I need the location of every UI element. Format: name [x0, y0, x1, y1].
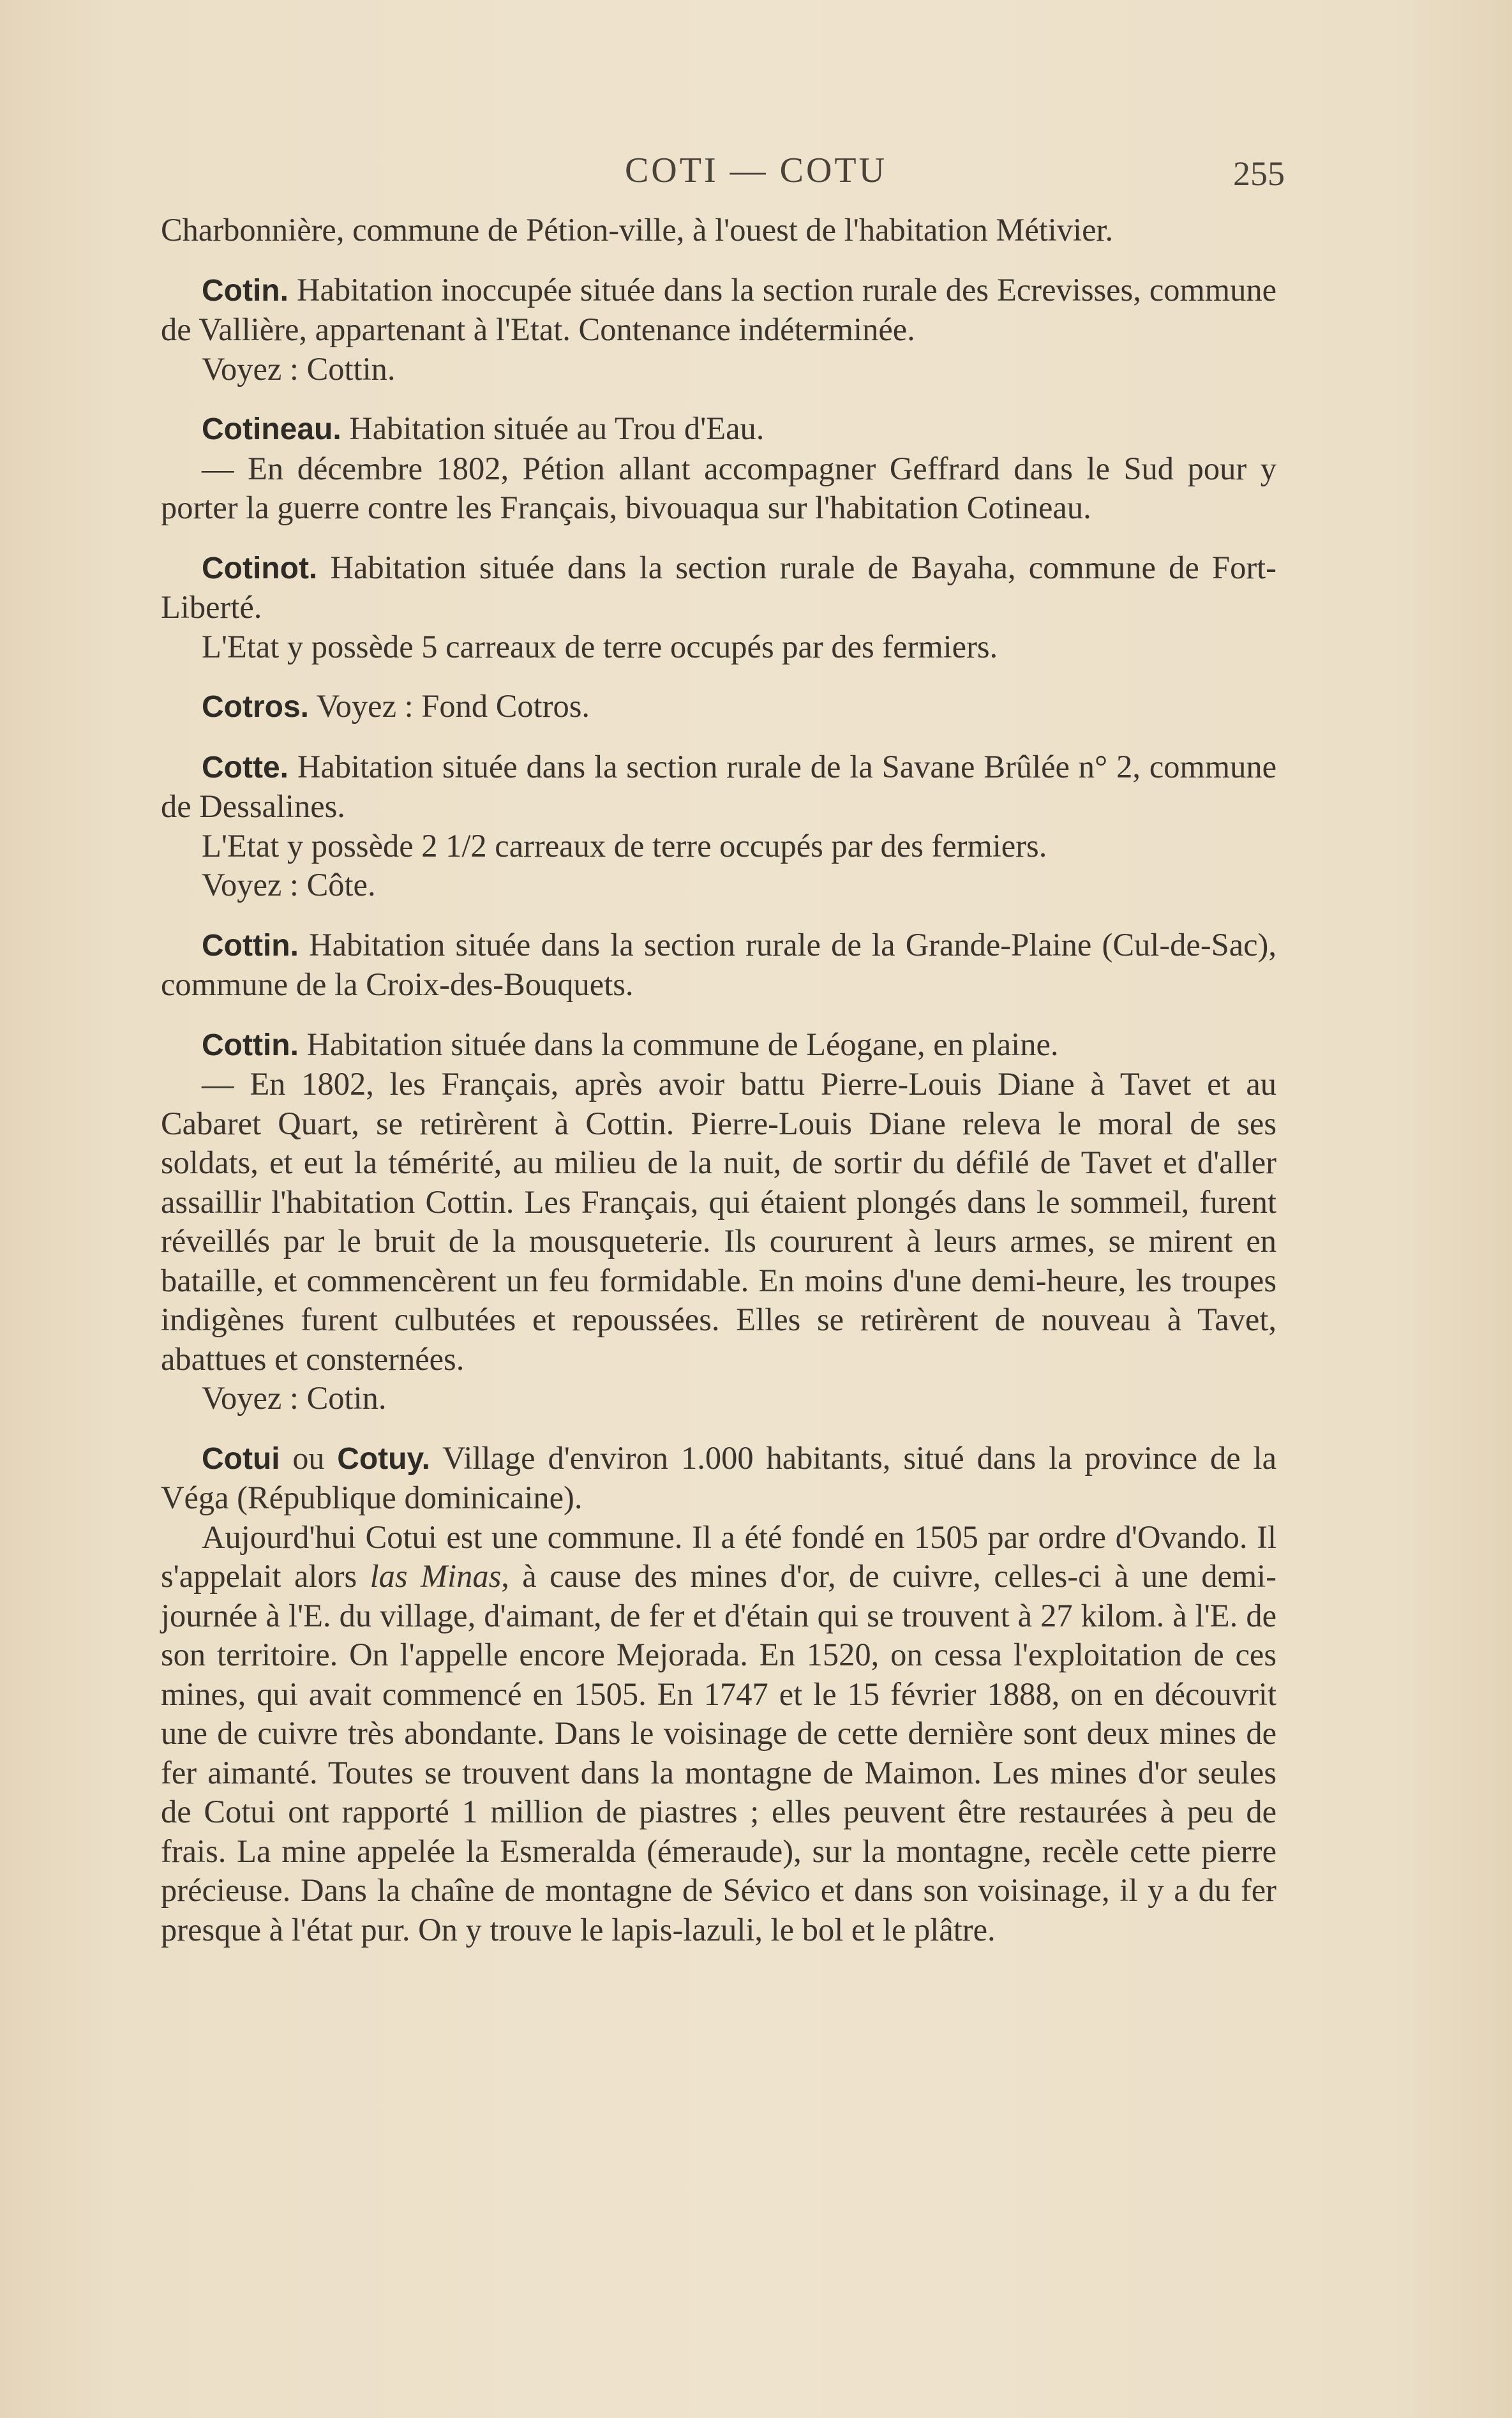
body-after: , à cause des mines d'or, de cuivre, celles-ci à une demi-journée à l'E. du village, d'aimant, de fer et d'étain qui se trouvent à 27 kilom. à l'E. de son territoire. On l'appelle encore Mejorada. En 1520, on cessa l'exploitation de ces mines, qui avait commencé en 1505. En 1747 et le 15 février 1888, on en découvrit une de cuivre très abondante. Dans le voisinage de cette dernière sont deux mines de fer aimanté. Toutes se trouvent dans la montagne de Maimon. Les mines d'or seules de Cotui ont rapporté 1 million de piastres ; elles peuvent être restaurées à peu de frais. La mine appelée la Esmeralda (émeraude), sur la montagne, recèle cette pierre précieuse. Dans la chaîne de montagne de Sévico et dans son voisinage, il y a du fer presque à l'état pur. On y trouve le lapis-lazuli, le bol et le plâtre. [161, 1558, 1276, 1948]
headword: Cotte. [202, 750, 288, 785]
history-paragraph: — En 1802, les Français, après avoir battu Pierre-Louis Diane à Tavet et au Cabaret Quart, se retirèrent à Cottin. Pierre-Louis Diane releva le moral de ses soldats, et eut la témérité, au milieu de la nuit, de sortir du défilé de Tavet et d'aller assaillir l'habitation Cottin. Les Français, qui étaient plongés dans le sommeil, furent réveillés par le bruit de la mousqueterie. Ils coururent à leurs armes, se mirent en bataille, et commencèrent un feu formidable. En moins d'une demi-heure, les troupes indigènes furent culbutées et repoussées. Elles se retirèrent de nouveau à Tavet, abattues et consternées. [161, 1066, 1276, 1377]
definition: Habitation située dans la section rurale de la Grande-Plaine (Cul-de-Sac), commune de la Croix-des-Bouquets. [161, 926, 1276, 1002]
see-also: Voyez : Cotin. [202, 1380, 387, 1416]
headword: Cotros. [202, 690, 309, 724]
entry-cotineau [161, 409, 1276, 528]
entry-paragraph [161, 687, 1276, 727]
entry-paragraph [161, 926, 1276, 1005]
entry-paragraph [161, 409, 1276, 449]
headword: Cottin. [202, 1028, 299, 1062]
definition: Habitation située au Trou d'Eau. [341, 410, 765, 446]
headword: Cotinot. [202, 551, 318, 585]
headword: Cotineau. [202, 412, 341, 446]
definition: Habitation inoccupée située dans la section rurale des Ecrevisses, commune de Vallière, appartenant à l'Etat. Contenance indéterminée. [161, 271, 1276, 347]
definition: Voyez : Fond Cotros. [309, 688, 590, 724]
definition: Habitation située dans la section rurale de la Savane Brûlée n° 2, commune de Dessalines. [161, 748, 1276, 824]
entry-paragraph [161, 747, 1276, 827]
italic-term: las Minas [370, 1558, 502, 1594]
definition: Habitation située dans la section rurale de Bayaha, commune de Fort-Liberté. [161, 549, 1276, 625]
entry-paragraph [161, 1025, 1276, 1065]
entry-paragraph [161, 1439, 1276, 1518]
running-title: COTI — COTU [624, 151, 888, 190]
entry-paragraph [161, 548, 1276, 627]
state-property: L'Etat y possède 2 1/2 carreaux de terre occupés par des fermiers. [202, 827, 1047, 864]
history-paragraph: — En décembre 1802, Pétion allant accompagner Geffrard dans le Sud pour y porter la guerre contre les Français, bivouaqua sur l'habitation Cotineau. [161, 450, 1276, 525]
entry-cottin-leogane [161, 1025, 1276, 1418]
page-header [0, 150, 1512, 201]
headword: Cotui [202, 1441, 280, 1476]
definition: Village d'environ 1.000 habitants, situé dans la province de la Véga (République dominicaine). [161, 1439, 1277, 1515]
see-also: Voyez : Côte. [202, 867, 376, 903]
headword-alternate: Cotuy. [337, 1441, 430, 1476]
entry-continuation [161, 211, 1276, 250]
dictionary-text [161, 211, 1276, 1970]
state-property: L'Etat y possède 5 carreaux de terre occupés par des fermiers. [202, 628, 998, 665]
headword-connector: ou [280, 1439, 338, 1476]
history-paragraph [161, 1518, 1276, 1950]
see-also: Voyez : Cottin. [202, 350, 396, 387]
continuation-text: Charbonnière, commune de Pétion-ville, à l'ouest de l'habitation Métivier. [161, 212, 1114, 248]
entry-cotros [161, 687, 1276, 727]
entry-paragraph [161, 271, 1276, 350]
headword: Cotin. [202, 273, 288, 308]
entry-cotui [161, 1439, 1276, 1950]
headword: Cottin. [202, 928, 299, 963]
body-before: Aujourd'hui Cotui est une commune. Il a été fondé en 1505 par ordre d'Ovando. Il s'appelait alors [161, 1519, 1276, 1594]
entry-cotinot [161, 548, 1276, 667]
definition: Habitation située dans la commune de Léogane, en plaine. [298, 1026, 1059, 1062]
page-number: 255 [1233, 154, 1285, 193]
entry-cotte [161, 747, 1276, 905]
entry-cotin [161, 271, 1276, 389]
entry-cottin-croix-des-bouquets [161, 926, 1276, 1005]
